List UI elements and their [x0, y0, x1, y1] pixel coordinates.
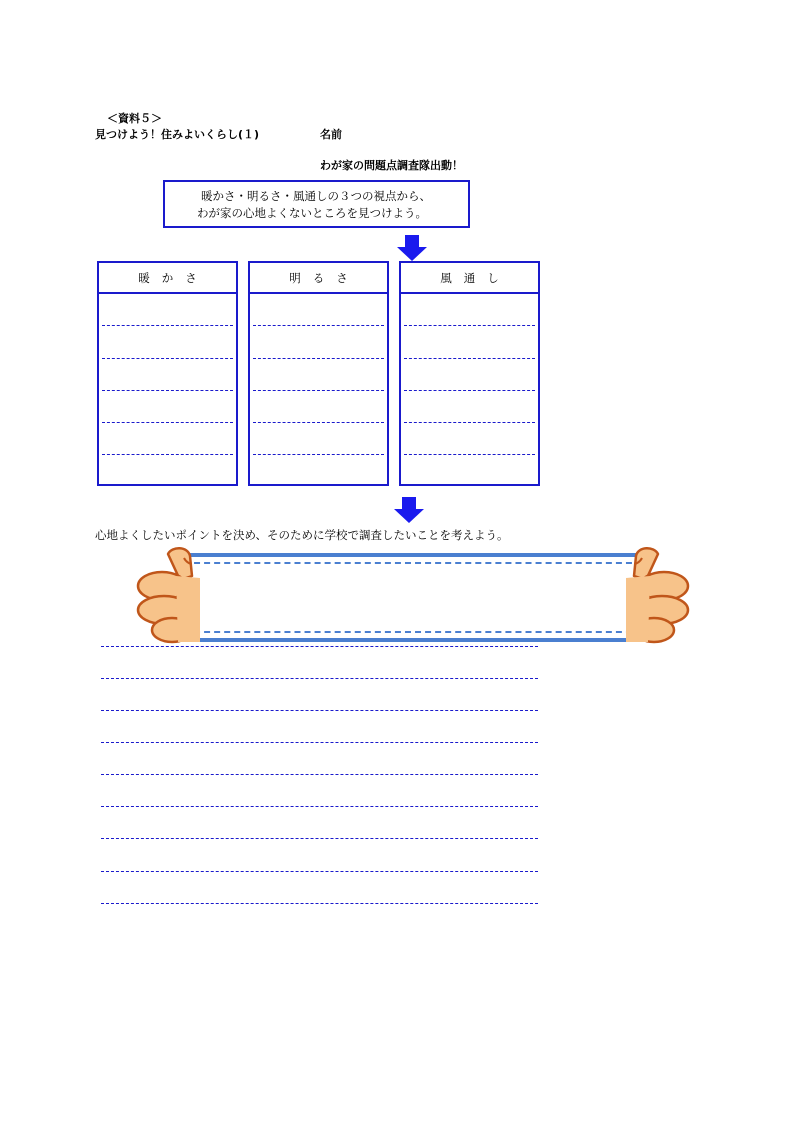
write-line[interactable]: [404, 325, 535, 326]
column-header-brightness: 明るさ: [250, 263, 387, 294]
write-line[interactable]: [101, 903, 538, 904]
write-line[interactable]: [404, 454, 535, 455]
write-line[interactable]: [102, 422, 233, 423]
write-line[interactable]: [101, 838, 538, 839]
write-line[interactable]: [101, 710, 538, 711]
name-label: 名前: [320, 128, 342, 141]
write-line[interactable]: [102, 454, 233, 455]
column-brightness: [248, 261, 389, 486]
column-header-warmth: 暖かさ: [99, 263, 236, 294]
write-line[interactable]: [404, 422, 535, 423]
write-line[interactable]: [102, 390, 233, 391]
right-hand-icon: [622, 546, 692, 648]
write-line[interactable]: [404, 358, 535, 359]
write-line[interactable]: [102, 358, 233, 359]
down-arrow-icon: [397, 235, 427, 261]
write-line[interactable]: [253, 454, 384, 455]
write-line[interactable]: [101, 871, 538, 872]
material-label: ＜資料５＞: [107, 112, 162, 125]
answer-board-inner: [184, 562, 642, 633]
worksheet-title: 見つけよう！住みよいくらし(１): [95, 128, 260, 141]
down-arrow-icon: [394, 497, 424, 523]
worksheet-subtitle: わが家の問題点調査隊出動！: [320, 159, 463, 172]
instruction-line-2: わが家の心地よくないところを見つけよう。: [197, 206, 427, 220]
instruction-box: [163, 180, 470, 228]
write-line[interactable]: [101, 742, 538, 743]
write-line[interactable]: [253, 422, 384, 423]
instruction-line-1: 暖かさ・明るさ・風通しの３つの視点から、: [201, 189, 431, 203]
write-line[interactable]: [253, 358, 384, 359]
answer-board[interactable]: [176, 553, 650, 642]
column-header-ventilation: 風通し: [401, 263, 538, 294]
write-line[interactable]: [101, 678, 538, 679]
write-line[interactable]: [102, 325, 233, 326]
write-line[interactable]: [404, 390, 535, 391]
write-line[interactable]: [101, 774, 538, 775]
column-ventilation: [399, 261, 540, 486]
write-line[interactable]: [253, 390, 384, 391]
write-line[interactable]: [101, 806, 538, 807]
prompt-text: 心地よくしたいポイントを決め、そのために学校で調査したいことを考えよう。: [95, 528, 509, 542]
write-line[interactable]: [253, 325, 384, 326]
left-hand-icon: [134, 546, 204, 648]
column-warmth: [97, 261, 238, 486]
